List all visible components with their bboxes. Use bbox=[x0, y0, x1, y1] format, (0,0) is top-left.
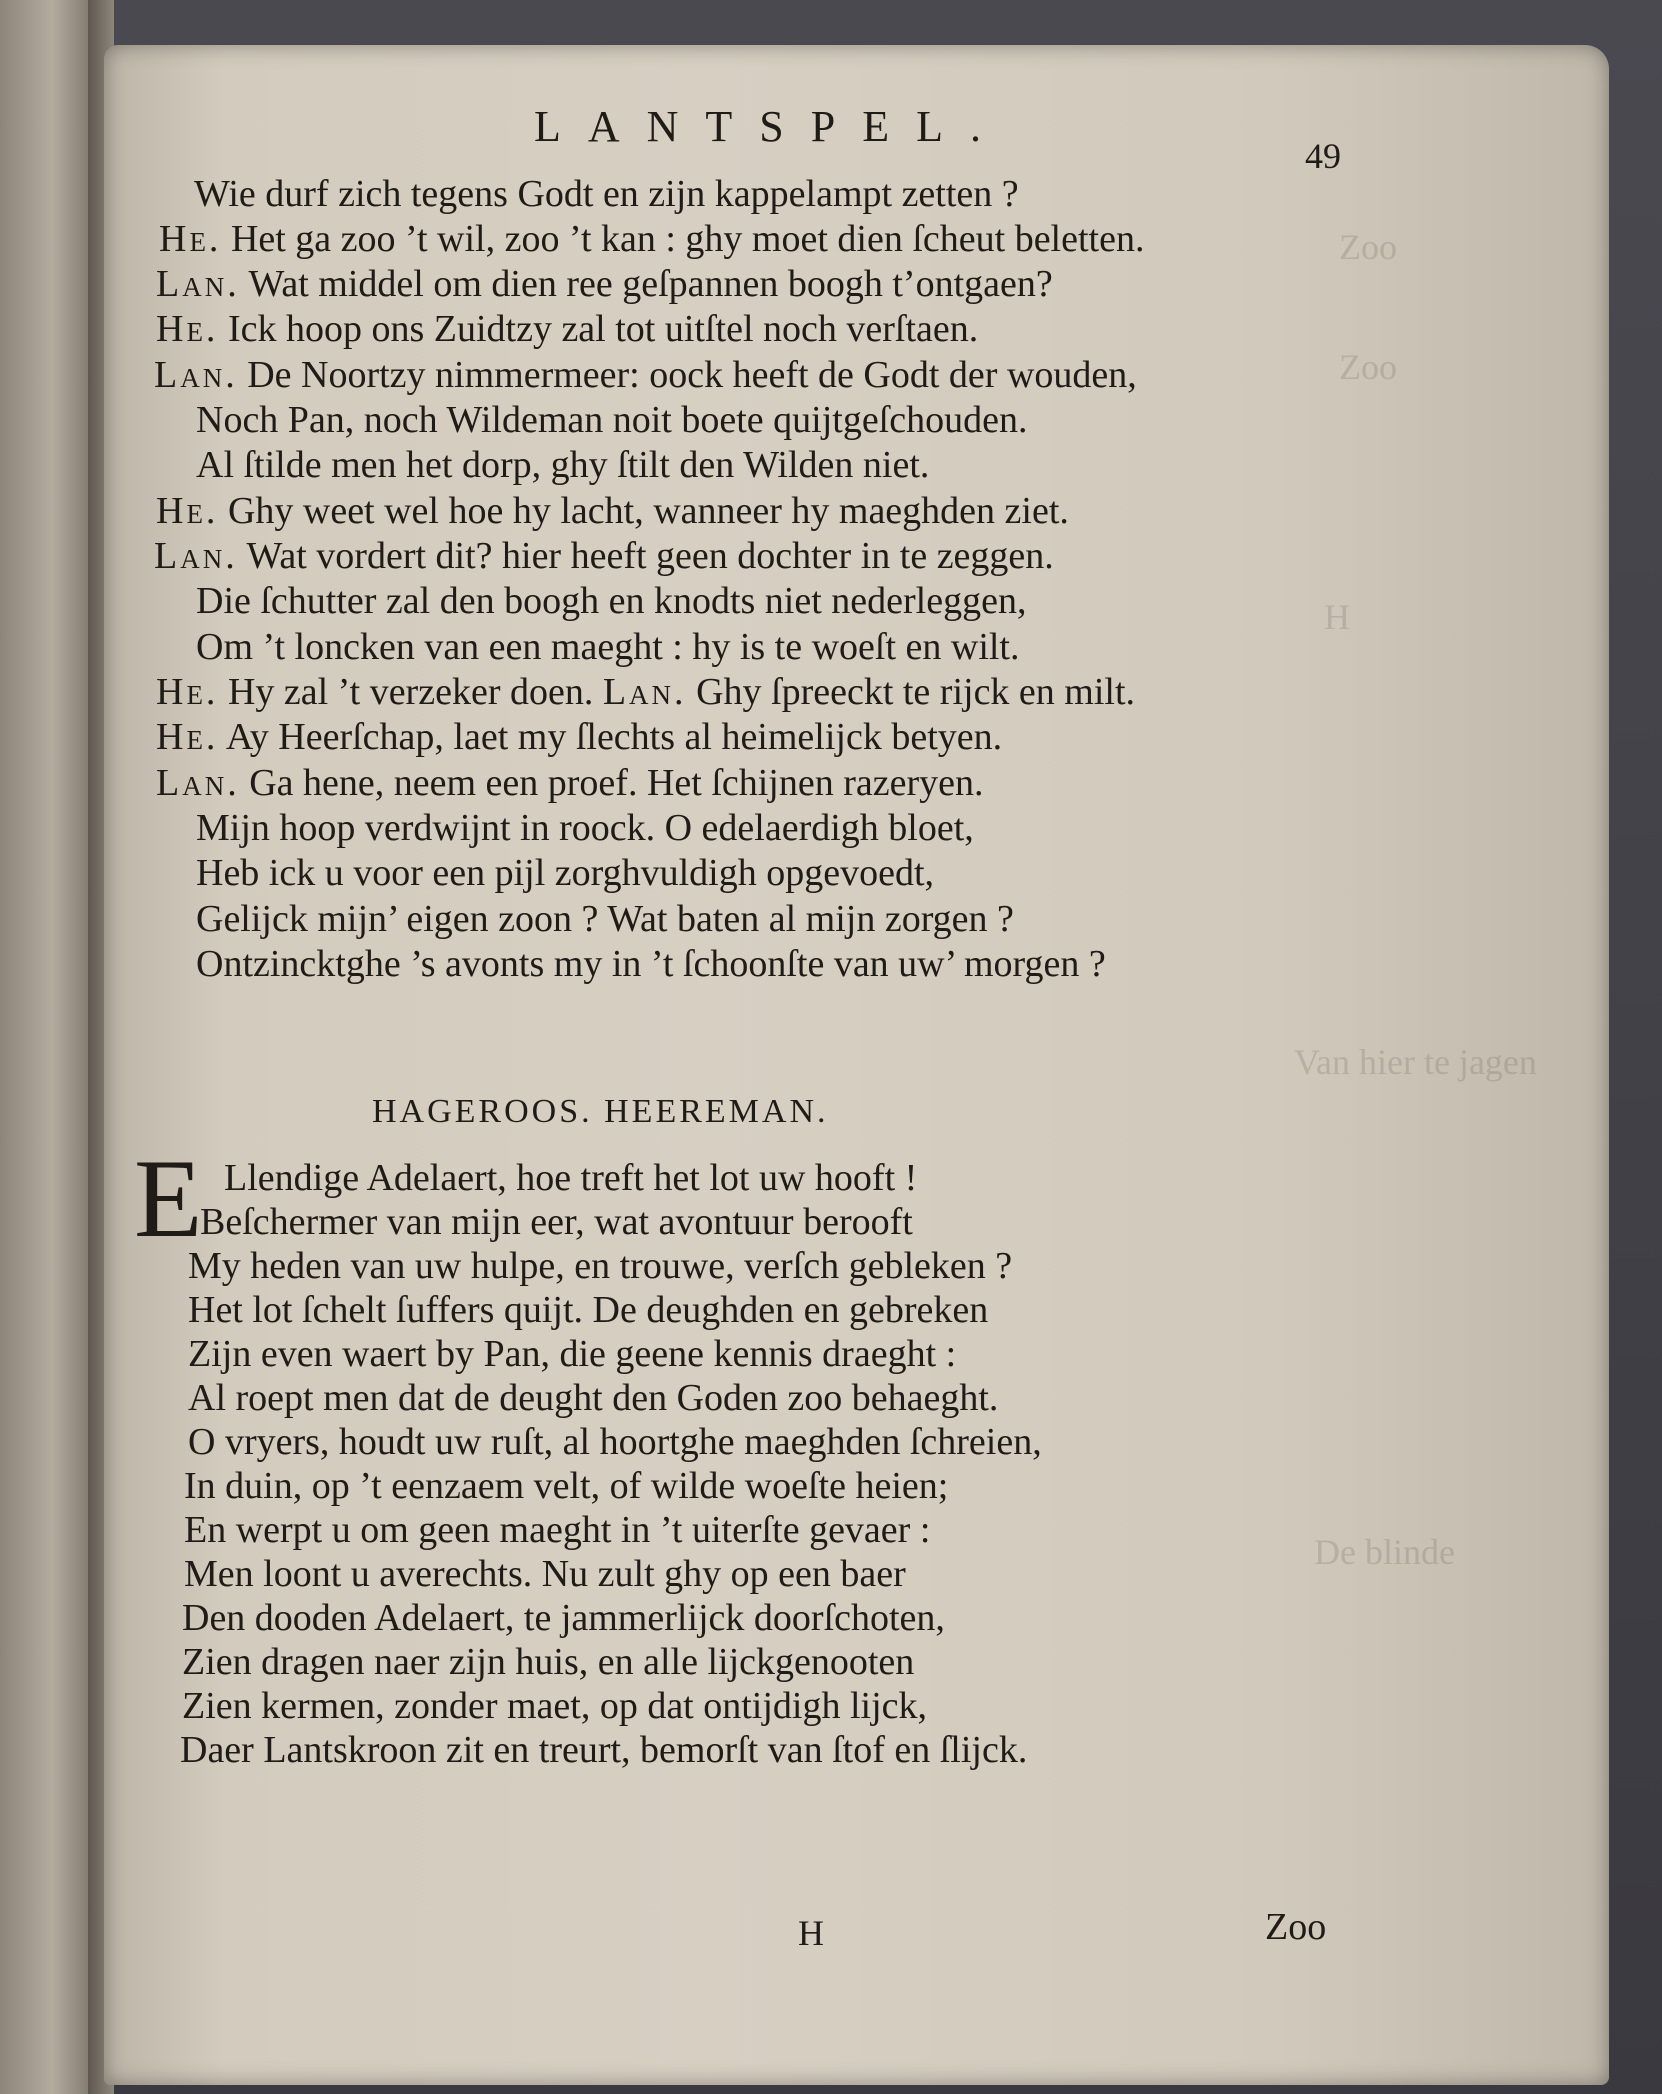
speaker-label: Lan. bbox=[154, 535, 238, 577]
verse-text: Al ſtilde men het dorp, ghy ſtilt den Wilden niet. bbox=[196, 444, 930, 486]
verse-text: De Noortzy nimmermeer: oock heeft de Godt der wouden, bbox=[247, 354, 1137, 396]
show-through-text: Zoo bbox=[1339, 347, 1397, 387]
verse-text: Hy zal ’t verzeker doen. bbox=[227, 671, 594, 713]
verse-line bbox=[156, 670, 1135, 714]
verse-line bbox=[159, 217, 1144, 261]
speech-line: Al roept men dat de deught den Goden zoo behaeght. bbox=[188, 1377, 999, 1419]
speech-line: Den dooden Adelaert, te jammerlijck doorſchoten, bbox=[182, 1597, 945, 1639]
verse-line bbox=[196, 398, 1027, 442]
speech-line: Het lot ſchelt ſuffers quijt. De deughden en gebreken bbox=[188, 1289, 989, 1331]
show-through-text: De blinde bbox=[1314, 1532, 1455, 1572]
page-text bbox=[104, 45, 1609, 2085]
catchword: Zoo bbox=[1265, 1906, 1327, 1948]
speaker-label: He. bbox=[156, 308, 219, 350]
verse-text: Ga hene, neem een proef. Het ſchijnen razeryen. bbox=[249, 762, 984, 804]
running-head: LANTSPEL. bbox=[534, 102, 1008, 151]
verse-line bbox=[196, 625, 1020, 669]
speaker-label: Lan. bbox=[156, 263, 240, 305]
verse-text: Mijn hoop verdwijnt in roock. O edelaerdigh bloet, bbox=[196, 807, 974, 849]
verse-text: Ontzincktghe ’s avonts my in ’t ſchoonſte van uw’ morgen ? bbox=[196, 943, 1106, 985]
scene-heading: HAGEROOS. HEEREMAN. bbox=[372, 1093, 829, 1130]
speaker-label: He. bbox=[159, 218, 222, 260]
verse-text: Ghy weet wel hoe hy lacht, wanneer hy maeghden ziet. bbox=[227, 490, 1069, 532]
verse-text: Die ſchutter zal den boogh en knodts niet nederleggen, bbox=[196, 580, 1027, 622]
speech-line: Zien dragen naer zijn huis, en alle lijckgenooten bbox=[182, 1641, 915, 1683]
speaker-label: Lan. bbox=[602, 671, 687, 713]
verse-line bbox=[196, 851, 934, 895]
speech-line: O vryers, houdt uw ruſt, al hoortghe maeghden ſchreien, bbox=[188, 1421, 1042, 1463]
speech-line: En werpt u om geen maeght in ’t uiterſte gevaer : bbox=[184, 1509, 931, 1551]
speech-line: My heden van uw hulpe, en trouwe, verſch gebleken ? bbox=[188, 1245, 1013, 1287]
verse-line bbox=[156, 715, 1002, 759]
verse-text: Het ga zoo ’t wil, zoo ’t kan : ghy moet dien ſcheut beletten. bbox=[230, 218, 1145, 260]
drop-cap: E bbox=[134, 1137, 203, 1261]
verse-text: Ghy ſpreeckt te rijck en milt. bbox=[696, 671, 1136, 713]
verse-text: Wie durf zich tegens Godt en zijn kappelampt zetten ? bbox=[194, 173, 1019, 215]
show-through-text: Zoo bbox=[1339, 227, 1397, 267]
speech-line: Beſchermer van mijn eer, wat avontuur berooft bbox=[200, 1201, 913, 1243]
speech-line: In duin, op ’t eenzaem velt, of wilde woeſte heien; bbox=[184, 1465, 949, 1507]
verse-text: Wat middel om dien ree geſpannen boogh t’ontgaen? bbox=[248, 263, 1053, 305]
verse-line bbox=[156, 489, 1069, 533]
verse-line bbox=[196, 897, 1014, 941]
verse-text: Wat vordert dit? hier heeft geen dochter in te zeggen. bbox=[246, 535, 1054, 577]
speech-line: Men loont u averechts. Nu zult ghy op een baer bbox=[184, 1553, 906, 1595]
verse-line bbox=[196, 579, 1026, 623]
speaker-label: He. bbox=[156, 671, 219, 713]
verse-line bbox=[156, 307, 978, 351]
verse-line bbox=[196, 942, 1106, 986]
signature-mark: H bbox=[798, 1913, 824, 1953]
speaker-label: He. bbox=[156, 716, 219, 758]
verse-text: Ay Heerſchap, laet my ſlechts al heimelijck betyen. bbox=[225, 716, 1003, 758]
page-number: 49 bbox=[1305, 136, 1341, 176]
verse-line bbox=[196, 806, 974, 850]
left-page-edge bbox=[0, 0, 95, 2094]
verse-line bbox=[194, 172, 1019, 216]
speaker-label: He. bbox=[156, 490, 219, 532]
verse-text: Om ’t loncken van een maeght : hy is te woeſt en wilt. bbox=[196, 626, 1020, 668]
verse-line bbox=[154, 353, 1137, 397]
speech-line: Zien kermen, zonder maet, op dat ontijdigh lijck, bbox=[182, 1685, 928, 1727]
speech-line: Zijn even waert by Pan, die geene kennis draeght : bbox=[188, 1333, 957, 1375]
verse-line bbox=[154, 534, 1054, 578]
book-page bbox=[104, 45, 1609, 2085]
speaker-label: Lan. bbox=[154, 354, 238, 396]
verse-line bbox=[156, 761, 984, 805]
show-through-text: H bbox=[1324, 597, 1350, 637]
speech-line: Llendige Adelaert, hoe treft het lot uw hooft ! bbox=[224, 1157, 918, 1199]
verse-text: Gelijck mijn’ eigen zoon ? Wat baten al mijn zorgen ? bbox=[196, 898, 1014, 940]
speaker-label: Lan. bbox=[156, 762, 240, 804]
verse-line bbox=[156, 262, 1053, 306]
verse-text: Ick hoop ons Zuidtzy zal tot uitſtel noch verſtaen. bbox=[227, 308, 979, 350]
verse-line bbox=[196, 443, 929, 487]
show-through-text: Van hier te jagen bbox=[1294, 1042, 1537, 1082]
verse-text: Heb ick u voor een pijl zorghvuldigh opgevoedt, bbox=[196, 852, 935, 894]
verse-text: Noch Pan, noch Wildeman noit boete quijtgeſchouden. bbox=[196, 399, 1028, 441]
speech-line: Daer Lantskroon zit en treurt, bemorſt van ſtof en ſlijck. bbox=[180, 1729, 1028, 1771]
